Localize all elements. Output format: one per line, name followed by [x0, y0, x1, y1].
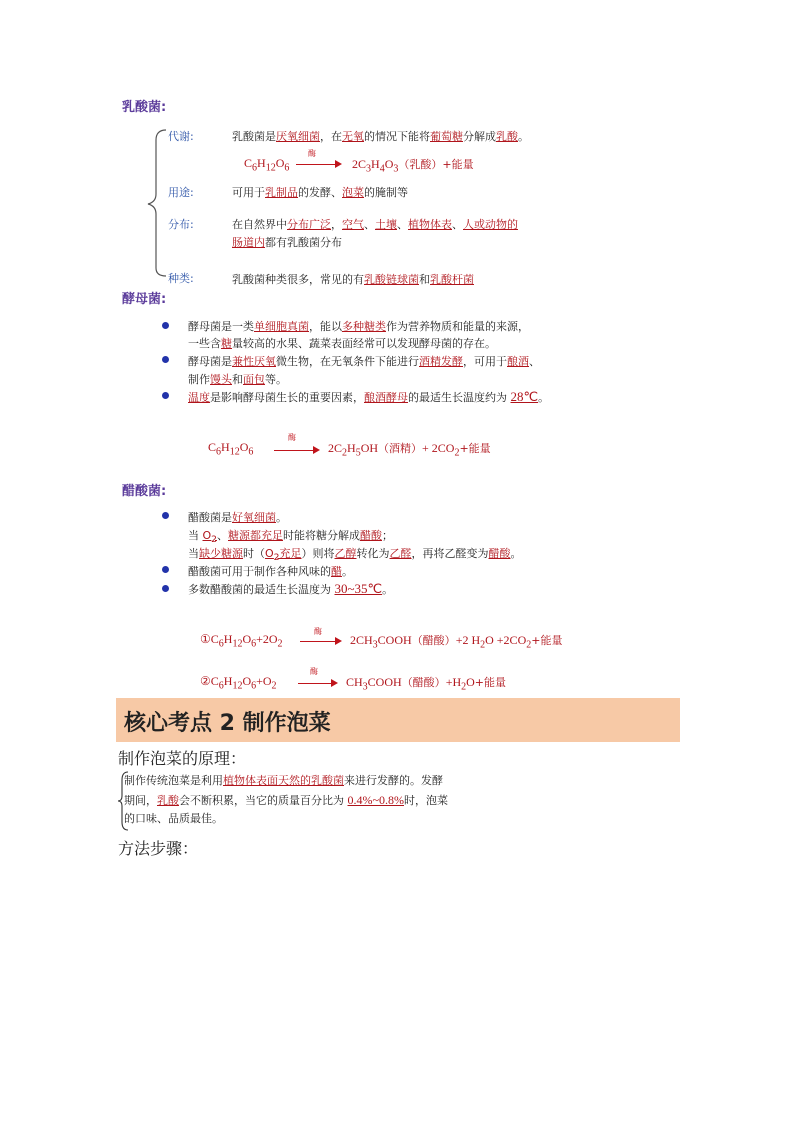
distribution-label: 分布:: [168, 218, 194, 231]
yeast-eq-arrowhead: [313, 446, 320, 454]
lactic-brace: [144, 128, 168, 278]
acetic-b1-line1: 醋酸菌是好氧细菌。: [188, 511, 287, 524]
acetic-eq2-enzyme: 酶: [310, 667, 318, 676]
lactic-heading: 乳酸菌:: [122, 100, 167, 115]
acetic-b3-line1: 多数醋酸菌的最适生长温度为 30~35℃。: [188, 581, 394, 596]
distribution-text-2: 肠道内都有乳酸菌分布: [232, 236, 342, 249]
yeast-b2-line1: 酵母菌是兼性厌氧微生物，在无氧条件下能进行酒精发酵，可用于酿酒、: [188, 355, 540, 368]
yeast-b1-line1: 酵母菌是一类单细胞真菌，能以多种糖类作为营养物质和能量的来源，: [188, 320, 529, 333]
kind-label: 种类:: [168, 272, 194, 285]
acetic-eq2-arrowhead: [331, 679, 338, 687]
yeast-b1-line2: 一些含糖量较高的水果、蔬菜表面经常可以发现酵母菌的存在。: [188, 337, 496, 350]
yeast-eq-right: $2C_2H_5OH$（酒精）+ $2CO_2+$能量: [328, 441, 491, 459]
yeast-eq-enzyme: 酶: [288, 433, 296, 442]
acetic-bullet-1: [162, 512, 169, 519]
acetic-bullet-2: [162, 566, 169, 573]
acetic-eq2-left: $②C_6H_{12}O_6+O_2$: [200, 674, 277, 692]
yeast-bullet-3: [162, 392, 169, 399]
method-heading: 方法步骤：: [118, 839, 199, 858]
acetic-eq2-arrow: [298, 683, 332, 684]
acetic-b1-line2: 当 $O_2$、糖源都充足时能将糖分解成醋酸；: [188, 529, 393, 546]
core-topic-banner: [116, 698, 680, 742]
principle-line-1: 制作传统泡菜是利用植物体表面天然的乳酸菌来进行发酵的。发酵: [124, 774, 443, 787]
acetic-heading: 醋酸菌:: [122, 484, 167, 499]
use-label: 用途:: [168, 186, 194, 199]
acetic-b2-line1: 醋酸菌可用于制作各种风味的醋。: [188, 565, 353, 578]
principle-line-3: 的口味、品质最佳。: [124, 812, 223, 825]
core-topic-title: 核心考点 2 制作泡菜: [124, 711, 331, 736]
kind-text: 乳酸菌种类很多，常见的有乳酸链球菌和乳酸杆菌: [232, 273, 474, 286]
yeast-bullet-2: [162, 356, 169, 363]
acetic-eq2-right: $CH_3COOH$（醋酸）$+H_2O+$能量: [346, 675, 507, 693]
yeast-heading: 酵母菌:: [122, 292, 167, 307]
lactic-eq-right: $2C_3H_4O_3$（乳酸）+能量: [352, 157, 474, 175]
acetic-eq1-arrow: [300, 641, 336, 642]
acetic-b1-line3: 当缺少糖源时（$O_2$充足）则将乙醇转化为乙醛，再将乙醛变为醋酸。: [188, 547, 522, 564]
acetic-eq1-arrowhead: [335, 637, 342, 645]
lactic-eq-left: $C_6H_{12}O_6$: [244, 156, 290, 174]
acetic-eq1-left: $①C_6H_{12}O_6+2O_2$: [200, 632, 283, 650]
distribution-text-1: 在自然界中分布广泛，空气、土壤、植物体表、人或动物的: [232, 218, 518, 231]
acetic-eq1-right: $2CH_3COOH$（醋酸）+2 $H_2O +2CO_2+$能量: [350, 633, 563, 651]
lactic-eq-arrowhead: [335, 160, 342, 168]
use-text: 可用于乳制品的发酵、泡菜的腌制等: [232, 186, 408, 199]
metabolism-text: 乳酸菌是厌氧细菌，在无氧的情况下能将葡萄糖分解成乳酸。: [232, 130, 529, 143]
acetic-eq1-enzyme: 酶: [314, 627, 322, 636]
yeast-bullet-1: [162, 322, 169, 329]
yeast-eq-left: $C_6H_{12}O_6$: [208, 440, 254, 458]
lactic-eq-arrow: [296, 164, 336, 165]
principle-line-2: 期间，乳酸会不断积累，当它的质量百分比为 0.4%~0.8%时，泡菜: [124, 793, 448, 807]
acetic-bullet-3: [162, 585, 169, 592]
principle-heading: 制作泡菜的原理：: [118, 749, 247, 768]
lactic-eq-enzyme: 酶: [308, 149, 316, 158]
yeast-b3-line1: 温度是影响酵母菌生长的重要因素，酿酒酵母的最适生长温度约为 28℃。: [188, 389, 550, 404]
yeast-b2-line2: 制作馒头和面包等。: [188, 373, 287, 386]
metabolism-label: 代谢:: [168, 130, 194, 143]
yeast-eq-arrow: [274, 450, 314, 451]
